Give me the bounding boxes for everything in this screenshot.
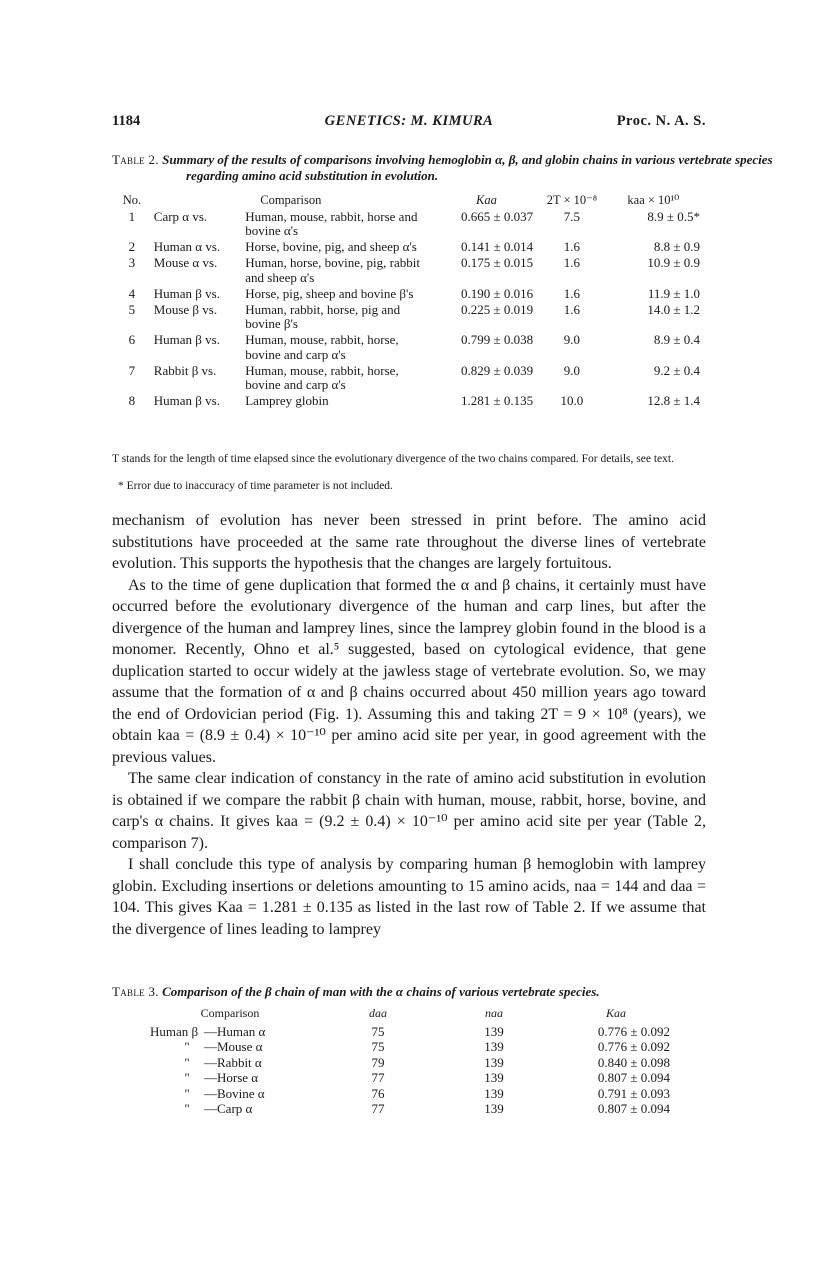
table2-cell-no: 1 bbox=[128, 208, 136, 224]
table2-cell-k10: 8.9 ± 0.4 bbox=[653, 332, 700, 347]
table2-cell-kaa: 0.141 ± 0.014 bbox=[460, 239, 534, 254]
table2-cell-2t: 9.0 bbox=[563, 362, 581, 378]
table3-col-kaa: Kaa bbox=[605, 1006, 626, 1020]
table2-cell-comparison: Human, mouse, rabbit, horse, bovine and carp α's bbox=[245, 362, 399, 392]
table2-col-no: No. bbox=[122, 193, 142, 207]
table2-row bbox=[112, 240, 706, 256]
table3-caption bbox=[112, 984, 706, 1000]
table3-cell-daa: 79 bbox=[371, 1054, 385, 1070]
table3 bbox=[140, 1006, 680, 1117]
table3-header-row bbox=[140, 1006, 680, 1024]
table2-cell-no: 2 bbox=[128, 239, 136, 254]
table2-cell-kaa: 0.190 ± 0.016 bbox=[460, 285, 534, 301]
table3-cell-naa: 139 bbox=[484, 1070, 504, 1085]
table2 bbox=[112, 193, 706, 410]
table2-caption bbox=[112, 152, 780, 184]
table2-cell-comparison: Human, mouse, rabbit, horse and bovine α's bbox=[245, 208, 418, 238]
table2-cell-comparison: Lamprey globin bbox=[245, 393, 329, 408]
table3-row bbox=[140, 1101, 680, 1117]
table3-row bbox=[140, 1024, 680, 1040]
paragraph-2: As to the time of gene duplication that formed the α and β chains, it certainly must have occurred before the evolutionary divergence of the human and carp lines, but after the divergence of the human and lamprey lines, since the lamprey globin found in the blood is a monomer. Recently, Ohno et al.⁵ suggested, based on cytological evidence, that gene duplication started to occur widely at the jawless stage of vertebrate evolution. So, we may assume that the formation of α and β chains occurred about 450 million years ago toward the end of Ordovician period (Fig. 1). Assuming this and taking 2T = 9 × 10⁸ (years), we obtain kaa = (8.9 ± 0.4) × 10⁻¹⁰ per amino acid site per year, in good agreement with the previous values. bbox=[112, 576, 706, 766]
table3-cell-comparison-text: —Carp α bbox=[204, 1101, 253, 1116]
table2-cell-species: Human α vs. bbox=[153, 239, 221, 254]
table2-cell-comparison: Human, mouse, rabbit, horse, bovine and carp α's bbox=[245, 332, 399, 362]
table2-cell-kaa: 0.799 ± 0.038 bbox=[460, 332, 534, 347]
table3-cell-naa: 139 bbox=[484, 1023, 504, 1039]
table2-cell-species: Carp α vs. bbox=[153, 208, 208, 224]
table2-cell-species: Human β vs. bbox=[153, 332, 220, 347]
paragraph-1: mechanism of evolution has never been stressed in print before. The amino acid substitutions have proceeded at the same rate throughout the diverse lines of vertebrate evolution. This supports the hypothesis that the changes are largely fortuitous. bbox=[112, 512, 706, 572]
table2-cell-k10: 10.9 ± 0.9 bbox=[647, 255, 700, 270]
table2-row bbox=[112, 333, 706, 364]
table2-footnote-2-text: * Error due to inaccuracy of time parameter is not included. bbox=[118, 480, 393, 492]
table2-cell-no: 6 bbox=[128, 332, 136, 347]
table2-cell-no: 3 bbox=[128, 255, 136, 270]
table3-cell-daa: 77 bbox=[371, 1101, 385, 1116]
table3-cell-kaa: 0.840 ± 0.098 bbox=[597, 1054, 670, 1070]
table3-row bbox=[140, 1039, 680, 1055]
table3-cell-kaa: 0.776 ± 0.092 bbox=[597, 1023, 670, 1039]
table2-cell-2t: 1.6 bbox=[563, 239, 581, 254]
paragraph-4: I shall conclude this type of analysis by comparing human β hemoglobin with lamprey globin. Excluding insertions or deletions amounting to 15 amino acids, naa = 144 and daa = 104. This gives Kaa = 1.281 ± 0.135 as listed in the last row of Table 2. If we assume that the divergence of lines leading to lamprey bbox=[112, 856, 706, 938]
table2-row bbox=[112, 256, 706, 287]
table2-cell-species: Human β vs. bbox=[153, 285, 220, 301]
table2-row bbox=[112, 210, 706, 241]
table3-caption-text: Comparison of the β chain of man with the α chains of various vertebrate species. bbox=[162, 984, 600, 999]
table2-label: Table 2. bbox=[112, 152, 159, 167]
table2-cell-comparison: Human, rabbit, horse, pig and bovine β's bbox=[245, 301, 401, 331]
journal-name: Proc. N. A. S. bbox=[616, 113, 706, 129]
table2-row bbox=[112, 364, 706, 395]
table3-cell-naa: 139 bbox=[484, 1039, 504, 1054]
table3-cell-kaa: 0.807 ± 0.094 bbox=[597, 1101, 670, 1116]
table3-row bbox=[140, 1070, 680, 1086]
table3-cell-prefix: " bbox=[184, 1070, 190, 1085]
table3-cell-comparison bbox=[140, 1070, 320, 1086]
table3-row bbox=[140, 1055, 680, 1071]
table3-cell-daa: 77 bbox=[371, 1070, 385, 1085]
table3-cell-comparison-text: —Horse α bbox=[204, 1070, 259, 1085]
table2-cell-k10: 14.0 ± 1.2 bbox=[647, 301, 700, 317]
table2-col-2t: 2T × 10⁻⁸ bbox=[546, 193, 598, 207]
table2-cell-2t: 10.0 bbox=[560, 393, 584, 408]
table2-cell-k10: 8.9 ± 0.5* bbox=[647, 208, 700, 224]
table2-cell-kaa: 0.225 ± 0.019 bbox=[460, 301, 534, 317]
table2-cell-kaa: 1.281 ± 0.135 bbox=[460, 393, 534, 408]
table3-cell-kaa: 0.807 ± 0.094 bbox=[597, 1070, 670, 1085]
table2-cell-comparison: Horse, pig, sheep and bovine β's bbox=[245, 285, 414, 301]
table3-cell-prefix: " bbox=[184, 1085, 190, 1101]
table3-cell-comparison bbox=[140, 1024, 320, 1040]
table3-cell-daa: 75 bbox=[371, 1039, 385, 1054]
table3-cell-comparison-text: —Rabbit α bbox=[204, 1054, 262, 1070]
paragraph-3: The same clear indication of constancy in the rate of amino acid substitution in evolution is obtained if we compare the rabbit β chain with human, mouse, rabbit, horse, bovine, and carp's α chains. It gives kaa = (9.2 ± 0.4) × 10⁻¹⁰ per amino acid site per year (Table 2, comparison 7). bbox=[112, 770, 706, 852]
table2-cell-species: Mouse β vs. bbox=[153, 301, 218, 317]
table3-cell-comparison bbox=[140, 1101, 320, 1117]
table2-cell-2t: 1.6 bbox=[563, 301, 581, 317]
table2-cell-species: Human β vs. bbox=[153, 393, 220, 408]
table2-cell-no: 5 bbox=[128, 301, 136, 317]
table3-cell-prefix: Human β bbox=[150, 1023, 199, 1039]
table2-row bbox=[112, 394, 706, 410]
table2-caption-text: Summary of the results of comparisons involving hemoglobin α, β, and globin chains in various vertebrate species regarding amino acid substitution in evolution. bbox=[162, 152, 773, 183]
table2-cell-2t: 1.6 bbox=[563, 285, 581, 301]
body-text bbox=[112, 510, 706, 940]
table3-cell-kaa: 0.791 ± 0.093 bbox=[597, 1085, 670, 1101]
table3-label: Table 3. bbox=[112, 984, 159, 999]
table2-cell-species: Rabbit β vs. bbox=[153, 362, 217, 378]
table2-footnote-1-text: T stands for the length of time elapsed since the evolutionary divergence of the two chains compared. For details, see text. bbox=[112, 453, 674, 465]
table3-cell-prefix: " bbox=[184, 1039, 190, 1054]
table2-row bbox=[112, 287, 706, 303]
table2-cell-comparison: Human, horse, bovine, pig, rabbit and sheep α's bbox=[245, 255, 420, 285]
table2-footnote-2 bbox=[112, 480, 712, 494]
page-number: 1184 bbox=[112, 113, 141, 129]
table2-cell-2t: 1.6 bbox=[563, 255, 581, 270]
page-header bbox=[112, 113, 706, 133]
table3-cell-daa: 75 bbox=[371, 1023, 385, 1039]
table3-cell-kaa: 0.776 ± 0.092 bbox=[597, 1039, 670, 1054]
table3-col-daa: daa bbox=[369, 1006, 387, 1020]
table3-cell-naa: 139 bbox=[484, 1101, 504, 1116]
table2-col-kaa: Kaa bbox=[476, 193, 497, 207]
table3-cell-naa: 139 bbox=[484, 1085, 504, 1101]
table2-cell-k10: 11.9 ± 1.0 bbox=[647, 285, 700, 301]
table2-header-row bbox=[112, 193, 706, 210]
table2-cell-no: 4 bbox=[128, 285, 136, 301]
table3-cell-comparison bbox=[140, 1086, 320, 1102]
running-title: GENETICS: M. KIMURA bbox=[324, 113, 494, 129]
table2-cell-2t: 7.5 bbox=[563, 208, 581, 224]
table3-cell-comparison-text: —Mouse α bbox=[204, 1039, 263, 1054]
table2-cell-species: Mouse α vs. bbox=[153, 255, 218, 270]
table2-cell-kaa: 0.829 ± 0.039 bbox=[460, 362, 534, 378]
table2-cell-kaa: 0.665 ± 0.037 bbox=[460, 208, 534, 224]
table3-cell-comparison bbox=[140, 1039, 320, 1055]
table2-cell-kaa: 0.175 ± 0.015 bbox=[460, 255, 534, 270]
table2-cell-comparison: Horse, bovine, pig, and sheep α's bbox=[245, 239, 417, 254]
table3-row bbox=[140, 1086, 680, 1102]
table2-cell-2t: 9.0 bbox=[563, 332, 581, 347]
table2-footnote-1 bbox=[112, 453, 706, 467]
table3-cell-prefix: " bbox=[184, 1101, 190, 1116]
table2-cell-k10: 12.8 ± 1.4 bbox=[647, 393, 700, 408]
table3-col-comparison: Comparison bbox=[200, 1006, 260, 1020]
table3-cell-comparison-text: —Human α bbox=[204, 1023, 266, 1039]
table3-cell-daa: 76 bbox=[371, 1085, 385, 1101]
table3-cell-comparison-text: —Bovine α bbox=[204, 1085, 265, 1101]
table3-cell-prefix: " bbox=[184, 1054, 190, 1070]
table2-row bbox=[112, 303, 706, 334]
table3-cell-comparison bbox=[140, 1055, 320, 1071]
table2-cell-no: 8 bbox=[128, 393, 136, 408]
table2-cell-k10: 8.8 ± 0.9 bbox=[653, 239, 700, 254]
table3-cell-naa: 139 bbox=[484, 1054, 504, 1070]
table2-cell-k10: 9.2 ± 0.4 bbox=[653, 362, 700, 378]
table2-cell-no: 7 bbox=[128, 362, 136, 378]
table2-col-k10: kaa × 10¹⁰ bbox=[627, 193, 680, 207]
table3-col-naa: naa bbox=[485, 1006, 503, 1020]
table2-col-comparison: Comparison bbox=[260, 193, 322, 207]
